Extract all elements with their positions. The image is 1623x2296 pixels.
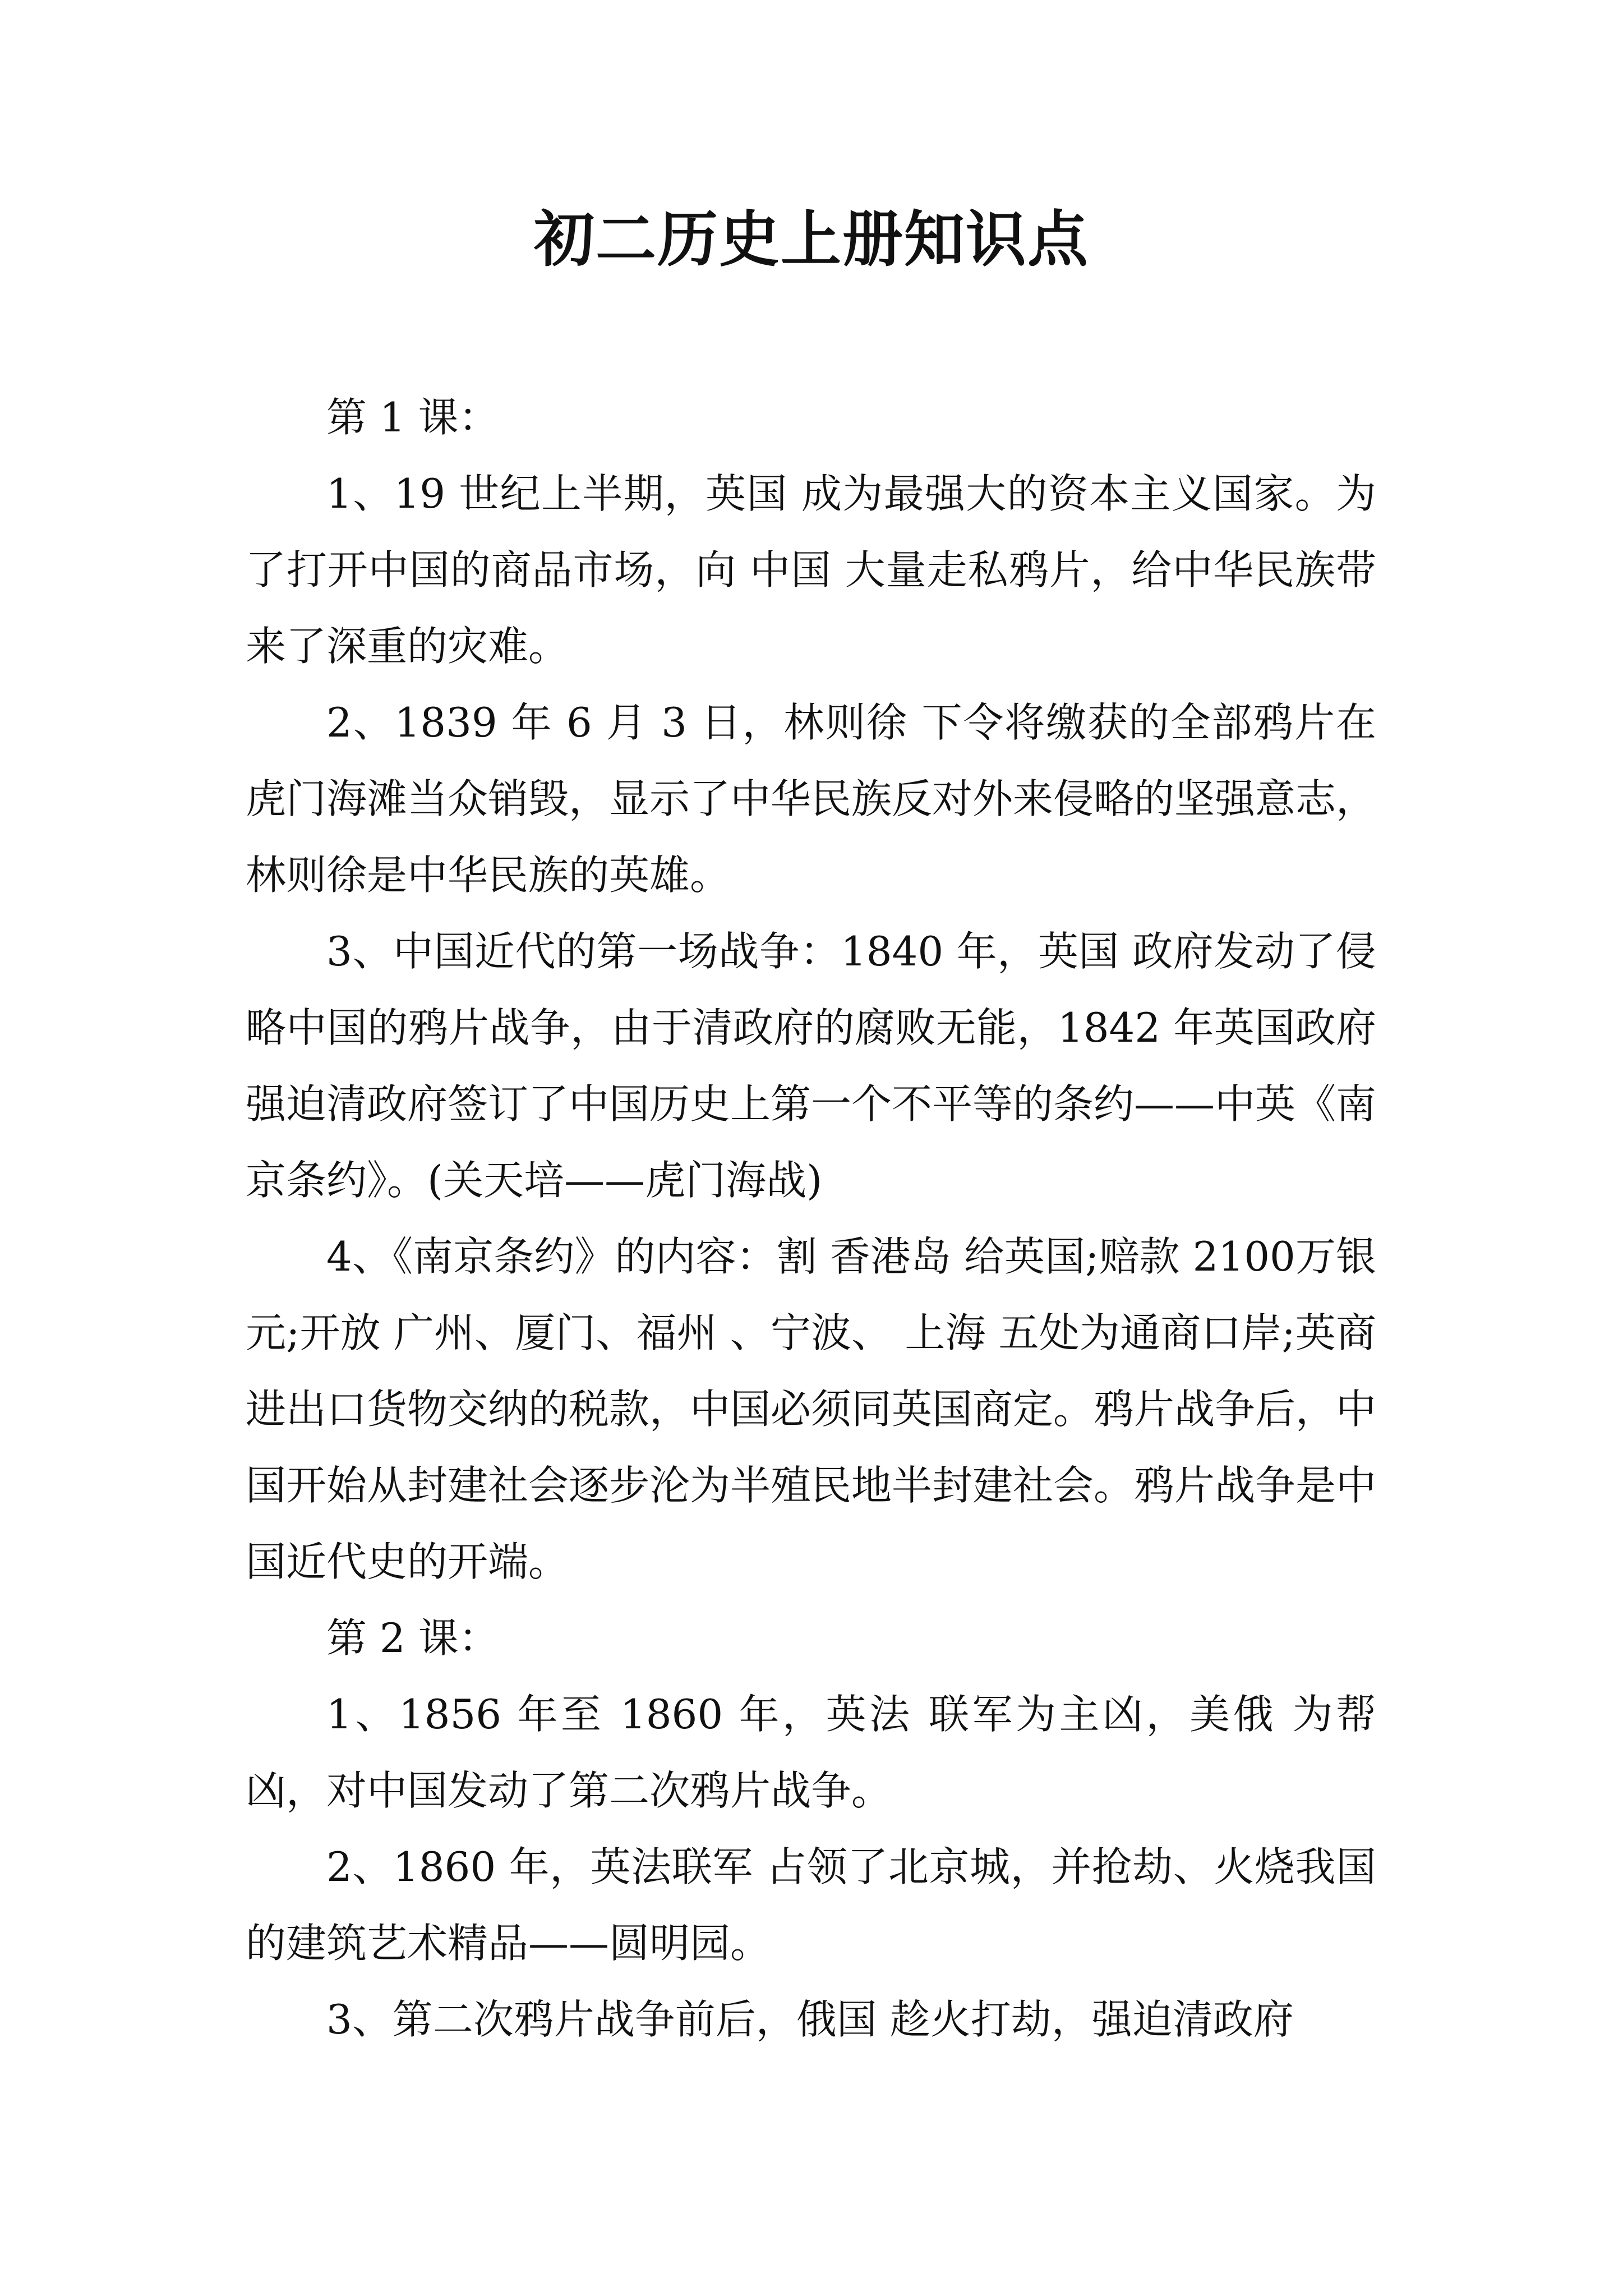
paragraph: 3、中国近代的第一场战争：1840 年，英国 政府发动了侵略中国的鸦片战争，由于清政府的腐败无能，1842 年英国政府强迫清政府签订了中国历史上第一个不平等的条约——中英《南京条约》。(关天培——虎门海战) xyxy=(246,928,1377,1204)
paragraph: 1、1856 年至 1860 年，英法 联军为主凶，美俄 为帮凶，对中国发动了第二次鸦片战争。 xyxy=(246,1691,1376,1814)
document-body xyxy=(246,379,1376,2058)
lesson-heading: 第 2 课： xyxy=(326,1614,499,1662)
paragraph: 1、19 世纪上半期，英国 成为最强大的资本主义国家。为了打开中国的商品市场，向 中国 大量走私鸦片，给中华民族带来了深重的灾难。 xyxy=(246,470,1376,670)
paragraph: 3、第二次鸦片战争前后，俄国 趁火打劫，强迫清政府 xyxy=(326,1996,1294,2043)
paragraph: 4、《南京条约》的内容：割 香港岛 给英国;赔款 2100万银元;开放 广州、厦门、福州 、宁波、 上海 五处为通商口岸;英商进出口货物交纳的税款，中国必须同英国商定。鸦片战争后，中国开始从封建社会逐步沦为半殖民地半封建社会。鸦片战争是中国近代史的开端。 xyxy=(246,1233,1377,1585)
paragraph: 2、1860 年，英法联军 占领了北京城，并抢劫、火烧我国的建筑艺术精品——圆明园。 xyxy=(246,1843,1376,1967)
lesson-heading: 第 1 课： xyxy=(326,394,499,441)
document-title: 初二历史上册知识点 xyxy=(533,204,1089,275)
paragraph: 2、1839 年 6 月 3 日，林则徐 下令将缴获的全部鸦片在虎门海滩当众销毁，显示了中华民族反对外来侵略的坚强意志，林则徐是中华民族的英雄。 xyxy=(246,699,1377,899)
